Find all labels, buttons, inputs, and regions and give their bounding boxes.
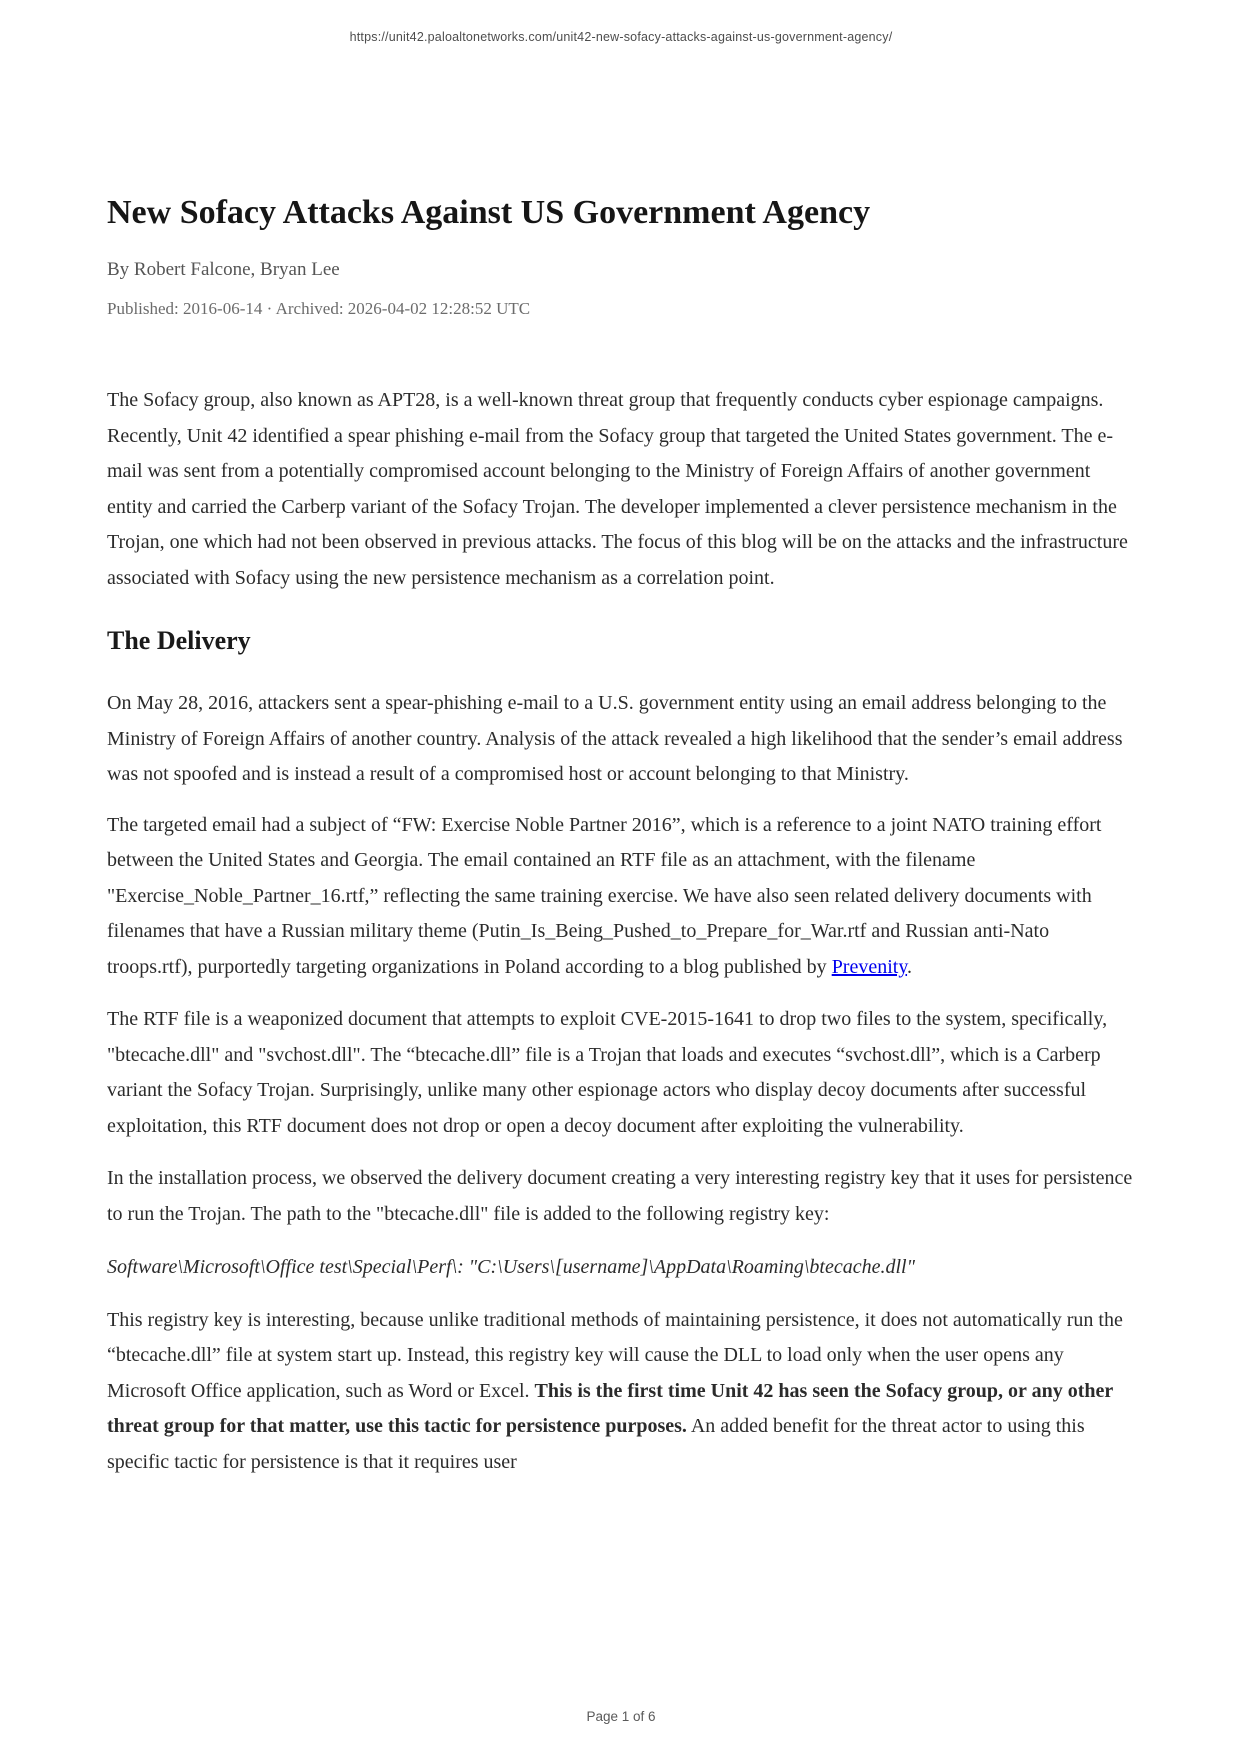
registry-explanation-text-2: An added benefit for the threat actor to using this specific tactic for persistence is that it requires user — [107, 1415, 1085, 1473]
article-byline: By Robert Falcone, Bryan Lee — [107, 259, 340, 281]
intro-paragraph: The Sofacy group, also known as APT28, is a well-known threat group that frequently conducts cyber espionage campaigns. Recently, Unit 42 identified a spear phishing e-mail from the Sofacy group that targeted the United States government. The e-mail was sent from a potentially compromised account belonging to the Ministry of Foreign Affairs of another government entity and carried the Carberp variant of the Sofacy Trojan. The developer implemented a clever persistence mechanism in the Trojan, one which had not been observed in previous attacks. The focus of this blog will be on the attacks and the infrastructure associated with Sofacy using the new persistence mechanism as a correlation point. — [107, 389, 1128, 589]
delivery-paragraph-1: On May 28, 2016, attackers sent a spear-phishing e-mail to a U.S. government entity using an email address belonging to the Ministry of Foreign Affairs of another country. Analysis of the attack revealed a high likelihood that the sender’s email address was not spoofed and is instead a result of a compromised host or account belonging to that Ministry. — [107, 692, 1123, 786]
rtf-exploit-paragraph: The RTF file is a weaponized document that attempts to exploit CVE-2015-1641 to drop two files to the system, specifically, "btecache.dll" and "svchost.dll". The “btecache.dll” file is a Trojan that loads and executes “svchost.dll”, which is a Carberp variant the Sofacy Trojan. Surprisingly, unlike many other espionage actors who display decoy documents after successful exploitation, this RTF document does not drop or open a decoy document after exploiting the vulnerability. — [107, 1008, 1108, 1137]
page-number-footer: Page 1 of 6 — [586, 1709, 656, 1724]
registry-explanation-paragraph — [107, 1303, 1135, 1481]
published-archived-line: Published: 2016-06-14 · Archived: 2026-04-02 12:28:52 UTC — [107, 299, 531, 319]
article-title: New Sofacy Attacks Against US Government Agency — [107, 194, 871, 231]
source-url-header: https://unit42.paloaltonetworks.com/unit42-new-sofacy-attacks-against-us-government-agency/ — [349, 30, 893, 44]
delivery-paragraph-2-text: The targeted email had a subject of “FW: Exercise Noble Partner 2016”, which is a reference to a joint NATO training effort between the United States and Georgia. The email contained an RTF file as an attachment, with the filename "Exercise_Noble_Partner_16.rtf,” reflecting the same training exercise. We have also seen related delivery documents with filenames that have a Russian military theme (Putin_Is_Being_Pushed_to_Prepare_for_War.rtf and Russian anti-Nato troops.rtf), purportedly targeting organizations in Poland according to a blog published by — [107, 813, 1102, 978]
delivery-paragraph-2 — [107, 808, 1135, 986]
section-heading-the-delivery: The Delivery — [107, 626, 251, 656]
prevenity-link[interactable]: Prevenity — [831, 955, 908, 978]
registry-explanation-text-1: This registry key is interesting, because unlike traditional methods of maintaining persistence, it does not automatically run the “btecache.dll” file at system start up. Instead, this registry key will cause the DLL to load only when the user opens any Microsoft Office application, such as Word or Excel. — [107, 1308, 1123, 1402]
installation-paragraph: In the installation process, we observed the delivery document creating a very interesting registry key that it uses for persistence to run the Trojan. The path to the "btecache.dll" file is added to the following registry key: — [107, 1167, 1133, 1225]
delivery-paragraph-2-period: . — [907, 955, 913, 978]
registry-explanation-bold-statement: This is the first time Unit 42 has seen the Sofacy group, or any other threat group for that matter, use this tactic for persistence purposes. — [107, 1379, 1113, 1438]
registry-key-path: Software\Microsoft\Office test\Special\Perf\: "C:\Users\[username]\AppData\Roaming\btecache.dll" — [107, 1256, 915, 1279]
